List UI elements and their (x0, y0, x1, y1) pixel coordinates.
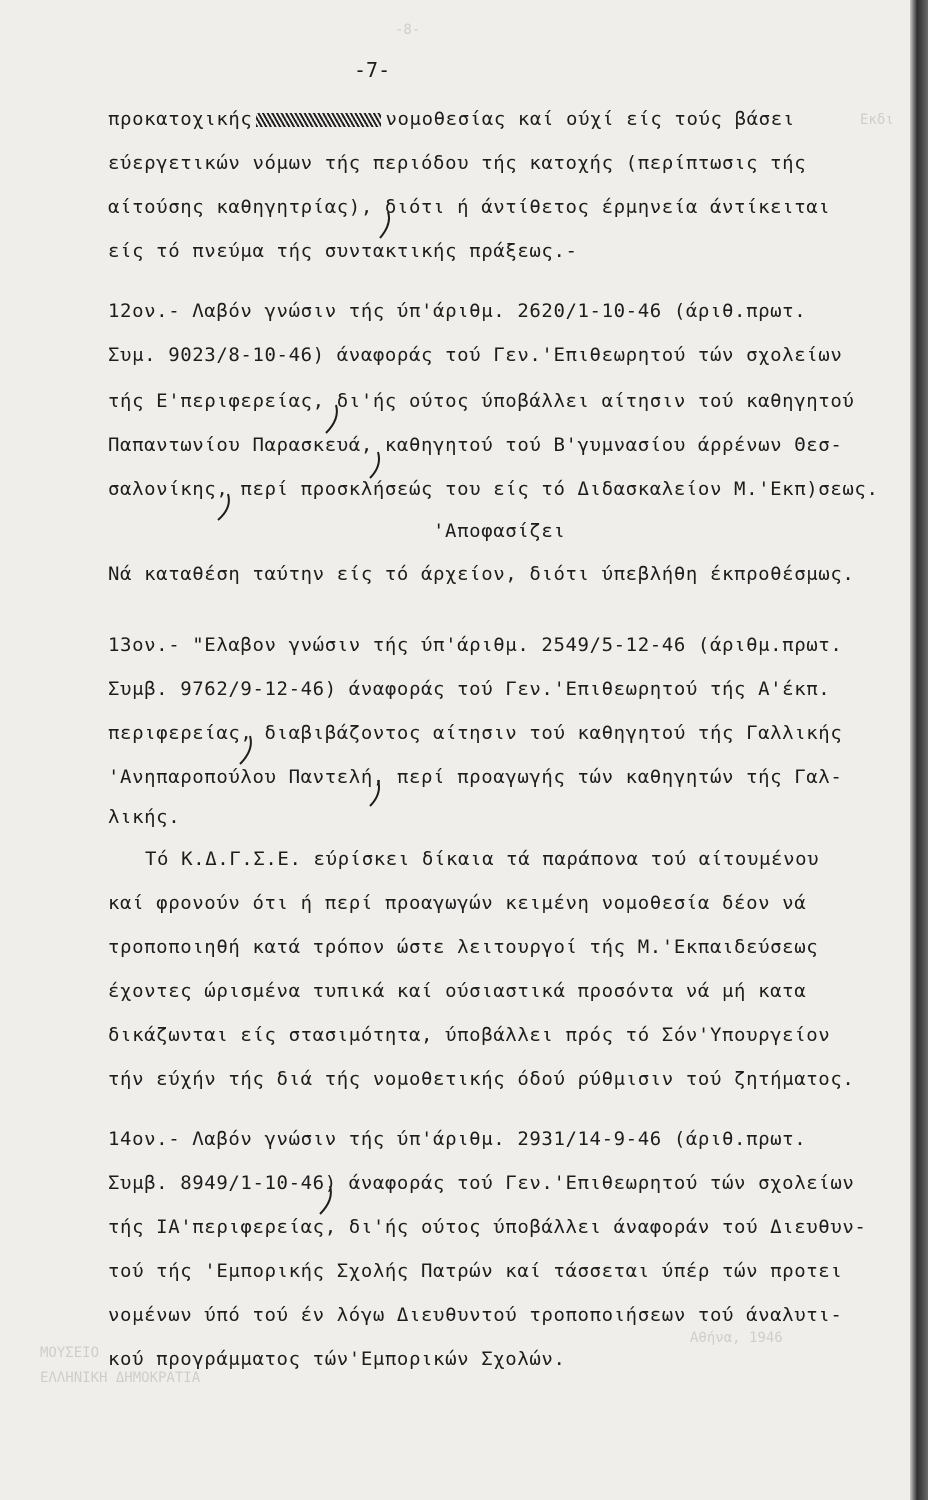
item-14-line: Συμβ. 8949/1-10-46) άναφοράς τού Γεν.'Επιθεωρητού τών σχολείων (108, 1172, 855, 1194)
item-13-line: τροποποιηθή κατά τρόπον ώστε λειτουργοί τής Μ.'Εκπαιδεύσεως (108, 936, 819, 958)
item-12-line: τής Ε'περιφερείας, δι'ής ούτος ύποβάλλει αίτησιν τού καθηγητού (108, 390, 855, 412)
show-through-text: ΕΛΛΗΝΙΚΗ ΔΗΜΟΚΡΑΤΙΑ (40, 1370, 201, 1386)
item-13-line: 13ον.- "Ελαβον γνώσιν τής ύπ'άριθμ. 2549/5-12-46 (άριθμ.πρωτ. (108, 634, 843, 656)
strikethrough-mark (256, 113, 381, 127)
show-through-text: Αθήνα, 1946 (690, 1330, 783, 1346)
page-number: -7- (354, 58, 391, 82)
item-13-line: λικής. (108, 806, 181, 828)
item-12-line: Παπαντωνίου Παρασκευά, καθηγητού τού Β'γυμνασίου άρρένων Θεσ- (108, 434, 843, 456)
item-13-line: 'Ανηπαροπούλου Παντελή, περί προαγωγής τών καθηγητών τής Γαλ- (108, 766, 843, 788)
item-14-line: τής ΙΑ'περιφερείας, δι'ής ούτος ύποβάλλει άναφοράν τού Διευθυν- (108, 1216, 867, 1238)
text-fragment: νομοθεσίας καί ούχί είς τούς βάσει (385, 108, 795, 130)
item-14-line: τού τής 'Εμπορικής Σχολής Πατρών καί τάσσεται ύπέρ τών προτει (108, 1260, 843, 1282)
item-13-line: περιφερείας, διαβιβάζοντος αίτησιν τού καθηγητού τής Γαλλικής (108, 722, 843, 744)
item-13-line: δικάζωνται είς στασιμότητα, ύποβάλλει πρός τό Σόν'Υπουργείον (108, 1024, 831, 1046)
text-line: εύεργετικών νόμων τής περιόδου τής κατοχής (περίπτωσις τής (108, 152, 807, 174)
item-14-line: κού προγράμματος τών'Εμπορικών Σχολών. (108, 1348, 566, 1370)
item-12-line: 12ον.- Λαβόν γνώσιν τής ύπ'άριθμ. 2620/1-10-46 (άριθ.πρωτ. (108, 300, 807, 322)
text-line: είς τό πνεύμα τής συντακτικής πράξεως.- (108, 240, 578, 262)
text-fragment: προκατοχικής (108, 108, 253, 130)
item-14-line: 14ον.- Λαβόν γνώσιν τής ύπ'άριθμ. 2931/14-9-46 (άριθ.πρωτ. (108, 1128, 807, 1150)
item-12-line: Συμ. 9023/8-10-46) άναφοράς τού Γεν.'Επιθεωρητού τών σχολείων (108, 344, 843, 366)
show-through-text: ΜΟΥΣΕΙΟ (40, 1345, 100, 1361)
text-line: αίτούσης καθηγητρίας), διότι ή άντίθετος έρμηνεία άντίκειται (108, 196, 831, 218)
decision-heading: 'Αποφασίζει (433, 520, 566, 542)
item-13-line: καί φρονούν ότι ή περί προαγωγών κειμένη νομοθεσία δέον νά (108, 892, 807, 914)
item-14-line: νομένων ύπό τού έν λόγω Διευθυντού τροποποιήσεων τού άναλυτι- (108, 1304, 843, 1326)
item-13-line: Τό Κ.Δ.Γ.Σ.Ε. εύρίσκει δίκαια τά παράπονα τού αίτουμένου (145, 848, 820, 870)
text-line (108, 108, 795, 130)
item-13-line: Συμβ. 9762/9-12-46) άναφοράς τού Γεν.'Επιθεωρητού τής Α'έκπ. (108, 678, 831, 700)
item-12-line: Νά καταθέση ταύτην είς τό άρχείον, διότι ύπεβλήθη έκπροθέσμως. (108, 563, 855, 585)
show-through-text: Εκδι (860, 112, 894, 128)
item-13-line: τήν εύχήν τής διά τής νομοθετικής όδού ρύθμισιν τού ζητήματος. (108, 1068, 855, 1090)
show-through-page-number: -8- (395, 22, 421, 38)
scan-edge-shadow (910, 0, 928, 1500)
item-13-line: έχοντες ώρισμένα τυπικά καί ούσιαστικά προσόντα νά μή κατα (108, 980, 807, 1002)
item-12-line: σαλονίκης, περί προσκλήσεώς του είς τό Διδασκαλείον Μ.'Εκπ)σεως. (108, 478, 879, 500)
